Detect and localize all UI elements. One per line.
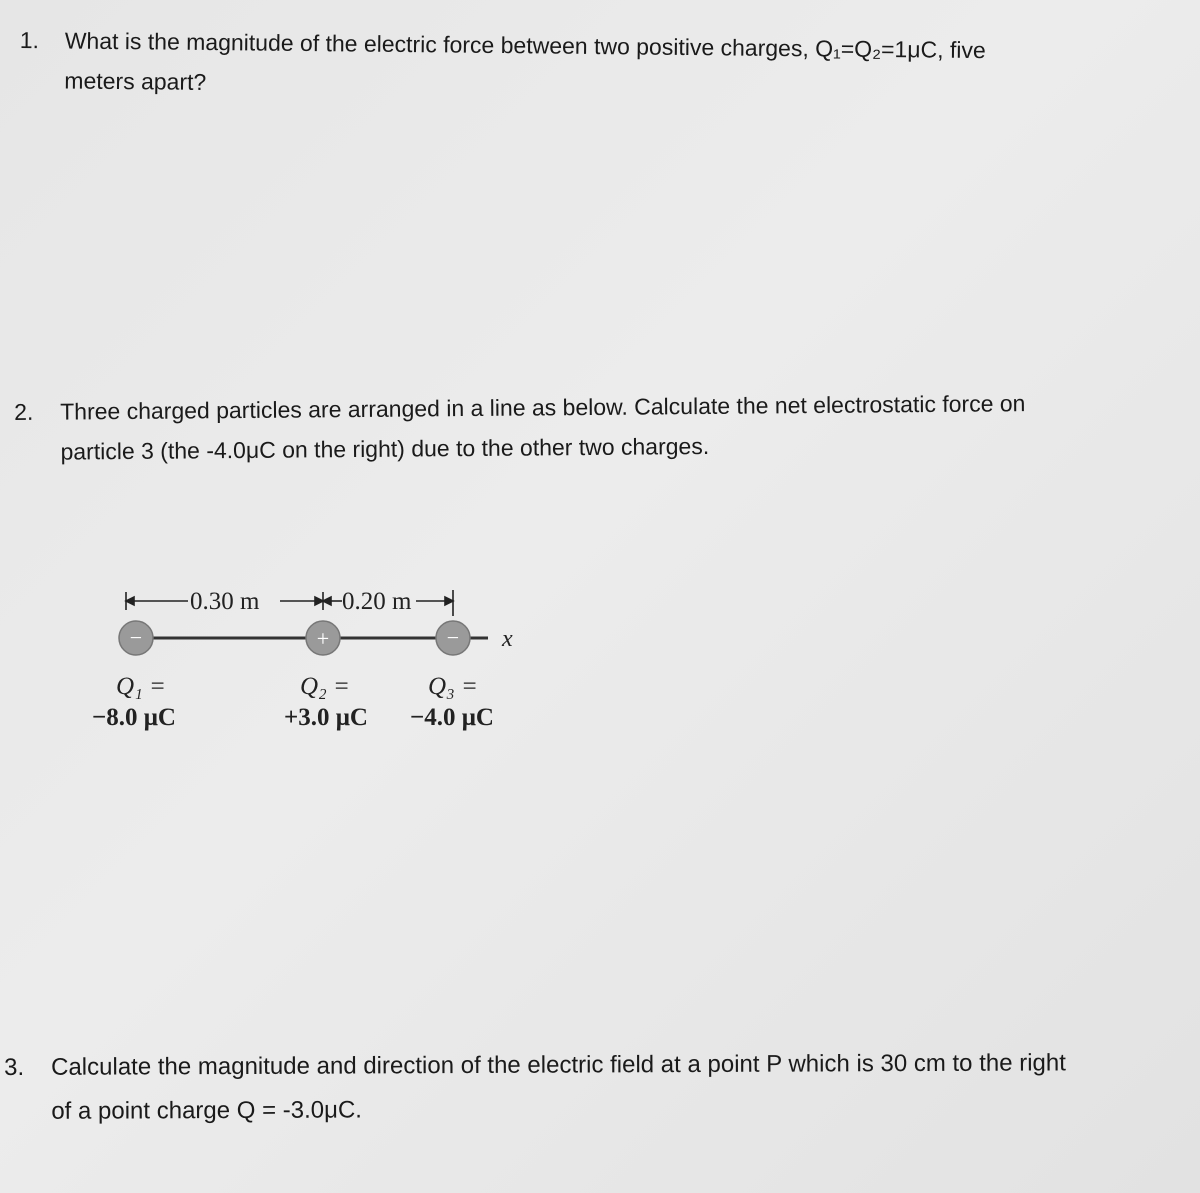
question-2-line-1: Three charged particles are arranged in a line as below. Calculate the net electrostatic force on (60, 390, 1026, 425)
distance-label-2: 0.20 m (342, 588, 412, 615)
dim-arrow-1-left (126, 597, 134, 605)
charge-2-name: Q₂ = (300, 673, 350, 700)
charge-3-value: −4.0 μC (410, 704, 494, 731)
question-1 (19, 20, 1080, 95)
charge-1 (119, 621, 153, 655)
charge-3-name: Q₃ = (428, 673, 478, 700)
x-axis-label: x (502, 626, 513, 652)
question-1-text (64, 20, 1055, 110)
question-3-line-1: Calculate the magnitude and direction of the electric field at a point P which is 30 cm to the right (51, 1049, 1066, 1081)
question-2-text (60, 382, 1131, 471)
charge-2-sign: + (316, 626, 330, 651)
question-2-number: 2. (14, 398, 34, 425)
charge-3-sign: − (446, 625, 460, 650)
question-3-line-2: of a point charge Q = -3.0μC. (51, 1096, 363, 1125)
question-3 (4, 1041, 1194, 1125)
charge-diagram-svg (80, 570, 560, 740)
question-2 (14, 382, 1134, 465)
dim-arrow-2-right (445, 597, 453, 605)
question-1-line-2: meters apart? (64, 67, 207, 95)
question-3-number: 3. (4, 1053, 25, 1081)
question-1-line-1: What is the magnitude of the electric force between two positive charges, Q₁=Q₂=1μC, five (64, 27, 986, 64)
charge-1-sign: − (129, 625, 143, 650)
charge-1-name: Q₁ = (116, 673, 166, 700)
charge-2-value: +3.0 μC (284, 704, 368, 731)
distance-label-1: 0.30 m (190, 588, 260, 615)
question-3-text (51, 1041, 1191, 1134)
charge-2 (306, 621, 340, 655)
charge-diagram (80, 570, 560, 740)
charge-1-value: −8.0 μC (92, 704, 176, 731)
question-1-number: 1. (19, 26, 40, 54)
question-2-line-2: particle 3 (the -4.0μC on the right) due to the other two charges. (60, 432, 710, 465)
charge-3 (436, 621, 470, 655)
